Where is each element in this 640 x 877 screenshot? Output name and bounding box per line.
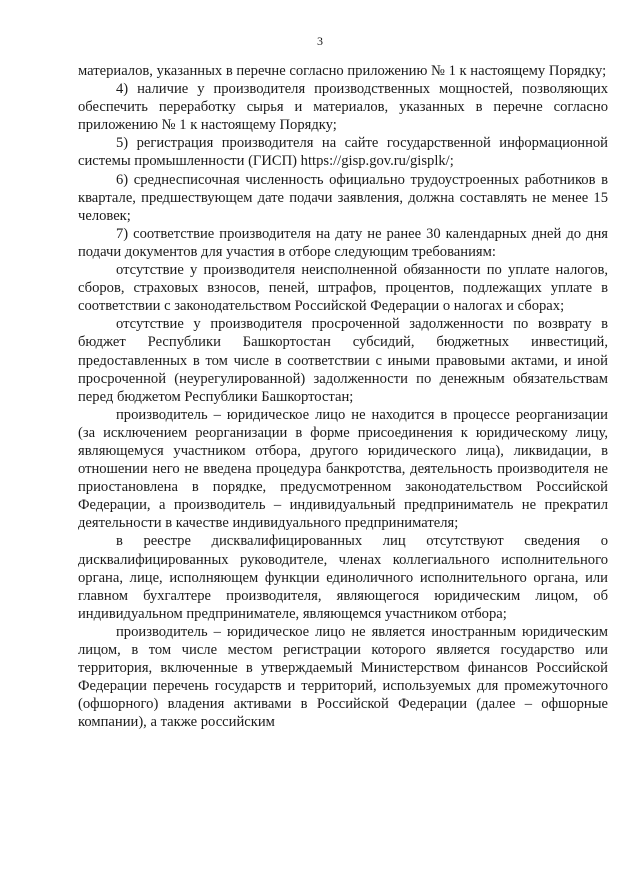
page-number: 3	[317, 34, 323, 48]
paragraph-continuation: материалов, указанных в перечне согласно приложению № 1 к настоящему Порядку;	[78, 63, 607, 79]
paragraph-requirement-debt: отсутствие у производителя просроченной задолженности по возврату в бюджет Республики Башкортостан субсидий, бюджетных инвестиций, предоставленных в том числе в соответствии с иными правовыми актами, и иной просроченной (неурегулированной) задолженности по денежным обязательствам перед бюджетом Республики Башкортостан;	[78, 316, 608, 405]
paragraph-requirement-reorganization: производитель – юридическое лицо не находится в процессе реорганизации (за исключением реорганизации в форме присоединения к юридическому лицу, являющемуся участником отбора, другого юридического лица), ликвидации, в отношении него не введена процедура банкротства, деятельность производителя не приостановлена в порядке, предусмотренном законодательством Российской Федерации, а производитель – индивидуальный предприниматель не прекратил деятельности в качестве индивидуального предпринимателя;	[78, 406, 608, 532]
paragraph-item-7: 7) соответствие производителя на дату не ранее 30 календарных дней до дня подачи документов для участия в отборе следующим требованиям:	[78, 225, 608, 260]
paragraph-item-4: 4) наличие у производителя производственных мощностей, позволяющих обеспечить переработку сырья и материалов, указанных в перечне согласно приложению № 1 к настоящему Порядку;	[78, 81, 608, 134]
paragraph-requirement-offshore: производитель – юридическое лицо не является иностранным юридическим лицом, в том числе местом регистрации которого является государство или территория, включенные в утверждаемый Министерством финансов Российской Федерации перечень государств и территорий, используемых для промежуточного (офшорного) владения активами в Российской Федерации (далее – офшорные компании), а также российским	[78, 623, 608, 731]
paragraph-item-6: 6) среднесписочная численность официально трудоустроенных работников в квартале, предшествующем дате подачи заявления, должна составлять не менее 15 человек;	[78, 171, 608, 224]
paragraph-requirement-taxes: отсутствие у производителя неисполненной обязанности по уплате налогов, сборов, страховых взносов, пеней, штрафов, процентов, подлежащих уплате в соответствии с законодательством Российской Федерации о налогах и сборах;	[78, 262, 608, 315]
paragraph-item-5: 5) регистрация производителя на сайте государственной информационной системы промышленности (ГИСП) https://gisp.gov.ru/gisplk/;	[78, 135, 608, 170]
paragraph-requirement-disqualified: в реестре дисквалифицированных лиц отсутствуют сведения о дисквалифицированных руководителе, членах коллегиального исполнительного органа, лице, исполняющем функции единоличного исполнительного органа, или главном бухгалтере производителя, являющегося юридическим лицом, об индивидуальном предпринимателе, являющемся участником отбора;	[78, 533, 608, 622]
document-body	[78, 62, 608, 731]
